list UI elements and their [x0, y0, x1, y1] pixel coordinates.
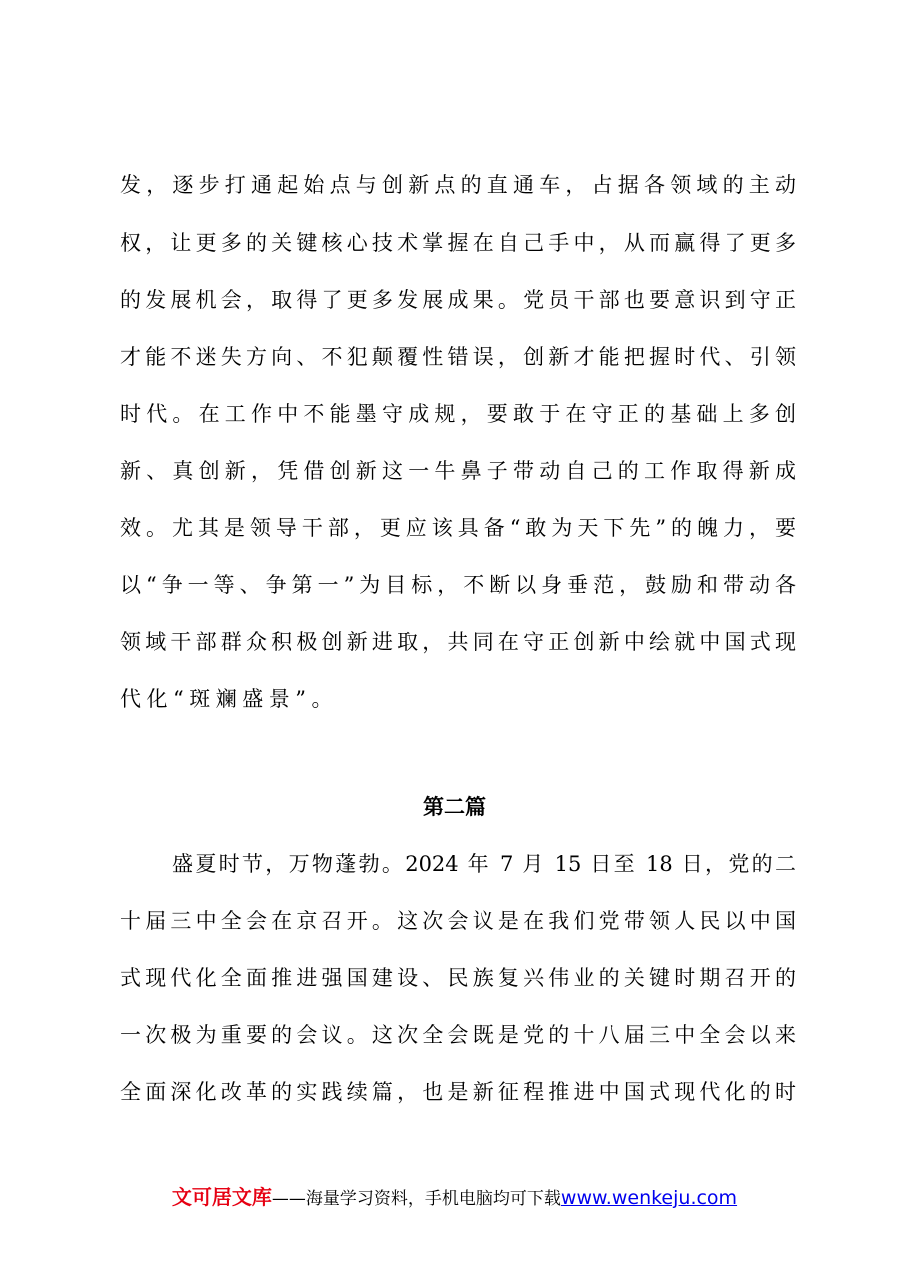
- body-text-line: 十届三中全会在京召开。这次会议是在我们党带领人民以中国: [120, 909, 796, 933]
- body-text-line: 新、真创新，凭借创新这一牛鼻子带动自己的工作取得新成: [120, 459, 796, 483]
- body-text-line: 才能不迷失方向、不犯颠覆性错误，创新才能把握时代、引领: [120, 345, 796, 369]
- body-text-line: 以“争一等、争第一”为目标，不断以身垂范，鼓励和带动各: [120, 573, 796, 597]
- body-text-line: 一次极为重要的会议。这次全会既是党的十八届三中全会以来: [120, 1023, 796, 1047]
- body-text-line: 全面深化改革的实践续篇，也是新征程推进中国式现代化的时: [120, 1080, 796, 1104]
- body-text-line: 领域干部群众积极创新进取，共同在守正创新中绘就中国式现: [120, 630, 796, 654]
- body-text-line: 发，逐步打通起始点与创新点的直通车，占据各领域的主动: [120, 173, 796, 197]
- body-text-line: 盛夏时节，万物蓬勃。2024 年 7 月 15 日至 18 日，党的二: [172, 852, 796, 876]
- body-text-line: 权，让更多的关键核心技术掌握在自己手中，从而赢得了更多: [120, 231, 796, 255]
- footer-website-link[interactable]: www.wenkeju.com: [560, 1187, 738, 1209]
- section-heading: 第二篇: [423, 795, 486, 819]
- footer-slogan: ——海量学习资料，手机电脑均可下载: [271, 1189, 561, 1209]
- body-text-line: 代化“斑斓盛景”。: [120, 687, 338, 711]
- body-text-line: 效。尤其是领导干部，更应该具备“敢为天下先”的魄力，要: [120, 516, 796, 540]
- body-text-line: 式现代化全面推进强国建设、民族复兴伟业的关键时期召开的: [120, 966, 796, 990]
- body-text-line: 时代。在工作中不能墨守成规，要敢于在守正的基础上多创: [120, 402, 796, 426]
- body-text-line: 的发展机会，取得了更多发展成果。党员干部也要意识到守正: [120, 288, 796, 312]
- page-footer: [0, 1180, 909, 1214]
- footer-brand: 文可居文库: [171, 1185, 272, 1209]
